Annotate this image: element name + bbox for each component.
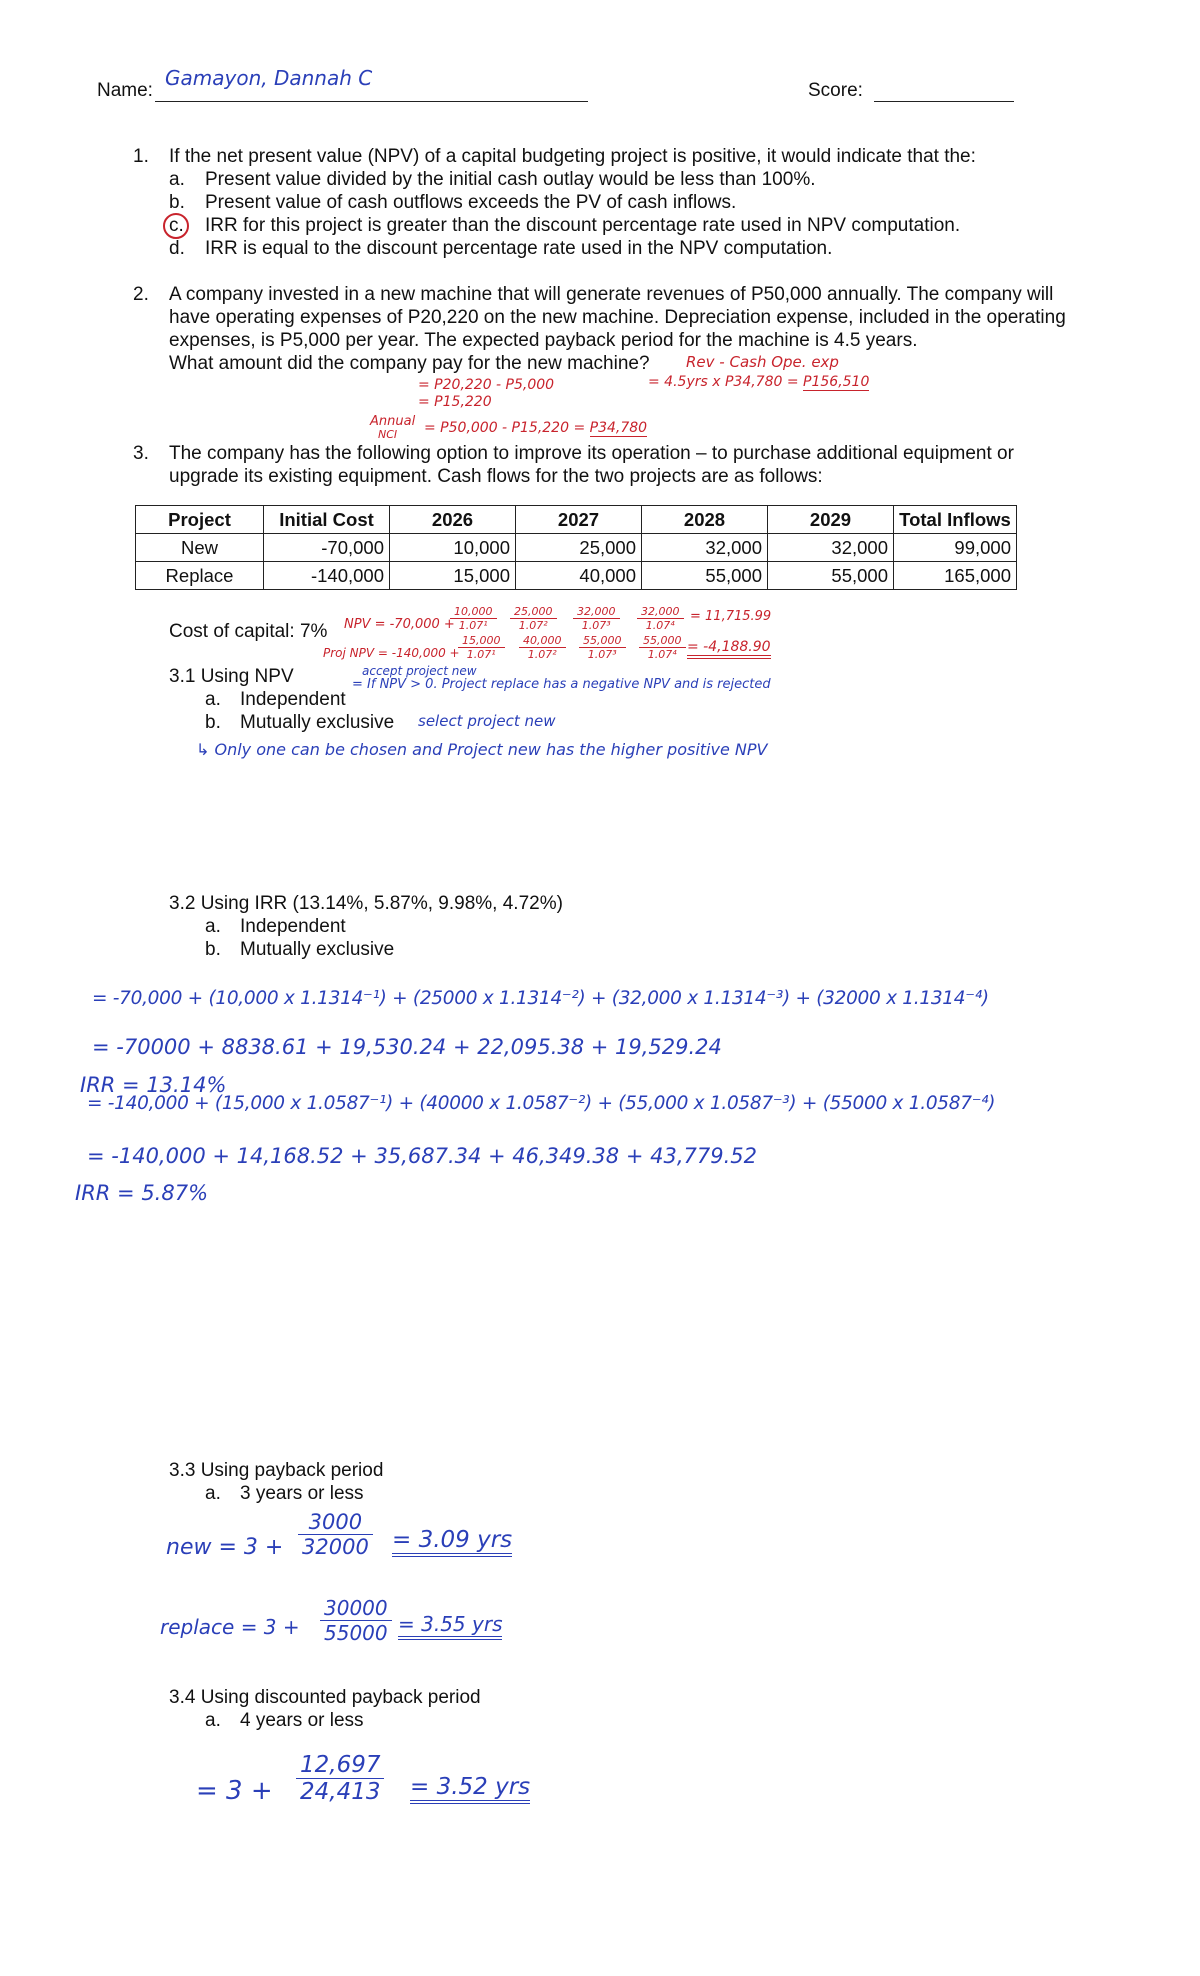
s31-b-answer: select project new bbox=[418, 712, 556, 730]
q2-formula-note: Rev - Cash Ope. exp bbox=[686, 353, 839, 371]
s34-title: 3.4 Using discounted payback period bbox=[169, 1687, 481, 1708]
irr-work-line-4: = -140,000 + (15,000 x 1.0587⁻¹) + (40000 x 1.0587⁻²) + (55,000 x 1.0587⁻³) + (55000 x 1.0587⁻⁴) bbox=[87, 1093, 996, 1114]
table-cell: -70,000 bbox=[264, 534, 390, 562]
npv-replace-term-1: $\frac{15,000}{\text{1.07¹}}$ bbox=[458, 634, 505, 661]
q1-option-c: IRR for this project is greater than the discount percentage rate used in NPV computation. bbox=[205, 215, 961, 236]
payback-new-label: new = 3 + bbox=[166, 1535, 284, 1560]
q3-line-2: upgrade its existing equipment. Cash flows for the two projects are as follows: bbox=[169, 466, 823, 487]
s32-b-text: Mutually exclusive bbox=[240, 939, 395, 960]
npv-replace-term-3: $\frac{55,000}{\text{1.07³}}$ bbox=[579, 634, 626, 661]
table-header: Project bbox=[136, 506, 264, 534]
payback-replace-fraction: $\frac{30000}{55000}$ bbox=[320, 1596, 392, 1645]
table-header: Initial Cost bbox=[264, 506, 390, 534]
table-cell: 55,000 bbox=[768, 562, 894, 590]
npv-replace-result: = -4,188.90 bbox=[687, 639, 771, 659]
cash-flow-table bbox=[135, 505, 1017, 590]
name-label: Name: bbox=[97, 80, 153, 101]
q1-option-d: IRR is equal to the discount percentage rate used in the NPV computation. bbox=[205, 238, 833, 259]
s32-a-label: a. bbox=[205, 916, 221, 937]
table-row bbox=[136, 534, 1017, 562]
q2-work-line-2: = P15,220 bbox=[418, 394, 492, 410]
q1-option-b: Present value of cash outflows exceeds the PV of cash inflows. bbox=[205, 192, 737, 213]
payback-new-result: = 3.09 yrs bbox=[392, 1527, 512, 1557]
payback-replace-result: = 3.55 yrs bbox=[398, 1612, 502, 1640]
table-header: 2027 bbox=[516, 506, 642, 534]
irr-result-new: IRR = 13.14% bbox=[80, 1073, 227, 1097]
table-cell: 15,000 bbox=[390, 562, 516, 590]
s31-b-label: b. bbox=[205, 712, 221, 733]
table-cell: Replace bbox=[136, 562, 264, 590]
s31-accept-note: accept project new bbox=[362, 664, 477, 678]
s33-a-text: 3 years or less bbox=[240, 1483, 364, 1504]
s31-a-label: a. bbox=[205, 689, 221, 710]
q3-line-1: The company has the following option to improve its operation – to purchase additional equipment or bbox=[169, 443, 1014, 464]
q2-work-line-1: = P20,220 - P5,000 bbox=[418, 377, 555, 393]
table-row bbox=[136, 562, 1017, 590]
npv-replace-term-4: $\frac{55,000}{\text{1.07⁴}}$ bbox=[639, 634, 686, 661]
discounted-payback-label: = 3 + bbox=[196, 1776, 273, 1806]
q2-line-2: have operating expenses of P20,220 on the new machine. Depreciation expense, included in the operating bbox=[169, 307, 1066, 328]
s32-title: 3.2 Using IRR (13.14%, 5.87%, 9.98%, 4.72%) bbox=[169, 893, 563, 914]
q2-annual-label: Annual bbox=[370, 414, 416, 429]
s31-title: 3.1 Using NPV bbox=[169, 666, 294, 687]
s31-b-note: ↳ Only one can be chosen and Project new has the higher positive NPV bbox=[196, 740, 768, 759]
s31-a-answer: = If NPV > 0. Project replace has a negative NPV and is rejected bbox=[352, 677, 771, 692]
table-header: 2029 bbox=[768, 506, 894, 534]
irr-result-replace: IRR = 5.87% bbox=[75, 1181, 209, 1205]
npv-new-term-1: $\frac{10,000}{\text{1.07¹}}$ bbox=[450, 605, 497, 632]
irr-work-line-2: = -70000 + 8838.61 + 19,530.24 + 22,095.38 + 19,529.24 bbox=[92, 1035, 722, 1059]
score-label: Score: bbox=[808, 80, 863, 101]
q1-option-b-letter: b. bbox=[169, 192, 185, 213]
q3-number: 3. bbox=[133, 443, 149, 464]
npv-new-result: = 11,715.99 bbox=[690, 609, 772, 624]
table-header: 2028 bbox=[642, 506, 768, 534]
discounted-payback-result: = 3.52 yrs bbox=[410, 1774, 530, 1804]
s33-a-label: a. bbox=[205, 1483, 221, 1504]
q1-option-a-letter: a. bbox=[169, 169, 185, 190]
table-header: Total Inflows bbox=[894, 506, 1017, 534]
q1-option-d-letter: d. bbox=[169, 238, 185, 259]
table-cell: -140,000 bbox=[264, 562, 390, 590]
q1-option-a: Present value divided by the initial cash outlay would be less than 100%. bbox=[205, 169, 816, 190]
q1-option-c-letter: c. bbox=[169, 215, 184, 236]
s32-a-text: Independent bbox=[240, 916, 346, 937]
npv-replace-term-2: $\frac{40,000}{\text{1.07²}}$ bbox=[519, 634, 566, 661]
cost-of-capital: Cost of capital: 7% bbox=[169, 621, 328, 642]
payback-new-fraction: $\frac{3000}{32000}$ bbox=[298, 1510, 373, 1559]
discounted-payback-fraction: $\frac{12,697}{24,413}$ bbox=[296, 1752, 384, 1805]
table-cell: 55,000 bbox=[642, 562, 768, 590]
npv-new-term-4: $\frac{32,000}{\text{1.07⁴}}$ bbox=[637, 605, 684, 632]
table-cell: 32,000 bbox=[642, 534, 768, 562]
q2-answer: = 4.5yrs x P34,780 = P156,510 bbox=[648, 374, 870, 390]
table-cell: 165,000 bbox=[894, 562, 1017, 590]
npv-new-term-2: $\frac{25,000}{\text{1.07²}}$ bbox=[510, 605, 557, 632]
table-cell: 32,000 bbox=[768, 534, 894, 562]
answer-circle-mark bbox=[163, 213, 189, 239]
table-header-row bbox=[136, 506, 1017, 534]
q2-nci-label: NCI bbox=[378, 428, 398, 441]
s31-b-text: Mutually exclusive bbox=[240, 712, 395, 733]
table-cell: New bbox=[136, 534, 264, 562]
name-underline bbox=[155, 101, 588, 102]
table-cell: 99,000 bbox=[894, 534, 1017, 562]
student-name: Gamayon, Dannah C bbox=[165, 66, 373, 90]
npv-new-prefix: NPV = -70,000 + bbox=[344, 617, 455, 632]
irr-work-line-1: = -70,000 + (10,000 x 1.1314⁻¹) + (25000 x 1.1314⁻²) + (32,000 x 1.1314⁻³) + (32000 x 1.1314⁻⁴) bbox=[92, 988, 989, 1009]
q1-text: If the net present value (NPV) of a capital budgeting project is positive, it would indicate that the: bbox=[169, 146, 976, 167]
q2-number: 2. bbox=[133, 284, 149, 305]
score-underline bbox=[874, 101, 1014, 102]
q2-line-1: A company invested in a new machine that will generate revenues of P50,000 annually. The company will bbox=[169, 284, 1054, 305]
q2-line-3: expenses, is P5,000 per year. The expected payback period for the machine is 4.5 years. bbox=[169, 330, 918, 351]
q1-number: 1. bbox=[133, 146, 149, 167]
s32-b-label: b. bbox=[205, 939, 221, 960]
payback-replace-label: replace = 3 + bbox=[160, 1615, 300, 1639]
s33-title: 3.3 Using payback period bbox=[169, 1460, 384, 1481]
npv-new-term-3: $\frac{32,000}{\text{1.07³}}$ bbox=[573, 605, 620, 632]
s31-a-text: Independent bbox=[240, 689, 346, 710]
q2-work-line-3: = P50,000 - P15,220 = P34,780 bbox=[424, 420, 648, 436]
s34-a-label: a. bbox=[205, 1710, 221, 1731]
q2-line-4: What amount did the company pay for the new machine? bbox=[169, 353, 650, 374]
s34-a-text: 4 years or less bbox=[240, 1710, 364, 1731]
table-cell: 40,000 bbox=[516, 562, 642, 590]
table-cell: 25,000 bbox=[516, 534, 642, 562]
table-cell: 10,000 bbox=[390, 534, 516, 562]
irr-work-line-5: = -140,000 + 14,168.52 + 35,687.34 + 46,349.38 + 43,779.52 bbox=[87, 1144, 757, 1168]
table-header: 2026 bbox=[390, 506, 516, 534]
npv-replace-prefix: Proj NPV = -140,000 + bbox=[323, 646, 460, 660]
